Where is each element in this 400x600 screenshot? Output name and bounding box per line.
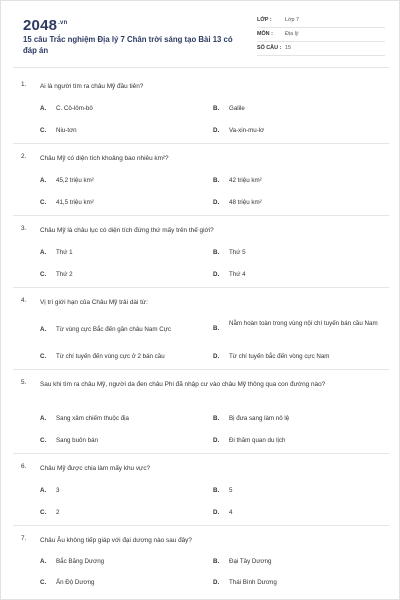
option-text: Thứ 5 (229, 249, 246, 256)
option-text: Thứ 4 (229, 271, 246, 278)
meta-count-label: SỐ CÂU : (257, 45, 282, 51)
option-text: Va-xin-mu-lơ (229, 127, 265, 134)
question-text: Ai là người tìm ra châu Mỹ đầu tiên? (40, 83, 144, 90)
question-number: 1. (21, 81, 27, 88)
question-text: Châu Mỹ được chia làm mấy khu vực? (40, 465, 151, 472)
question-text: Châu Âu không tiếp giáp với đại dương nào sau đây? (40, 537, 192, 544)
option-letter: A. (40, 326, 47, 333)
option-text: Nằm hoàn toàn trong vùng nội chí tuyến bán cầu Nam (229, 320, 378, 327)
option-text: Galile (229, 105, 245, 112)
question-divider (13, 287, 389, 288)
header-divider (13, 67, 389, 68)
option-letter: D. (213, 509, 220, 516)
option-text: 41,5 triệu km² (56, 199, 94, 206)
question-divider (13, 525, 389, 526)
option-text: 2 (56, 509, 60, 516)
option-text: 3 (56, 487, 60, 494)
option-letter: D. (213, 127, 220, 134)
option-text: Bắc Băng Dương (56, 558, 105, 565)
question-number: 3. (21, 225, 27, 232)
option-text: Ấn Độ Dương (56, 579, 95, 586)
option-letter: C. (40, 199, 47, 206)
option-letter: B. (213, 249, 220, 256)
question-number: 7. (21, 535, 27, 542)
option-text: Đại Tây Dương (229, 558, 272, 565)
page-title: 15 câu Trắc nghiệm Địa lý 7 Chân trời sáng tạo Bài 13 có đáp án (23, 35, 233, 55)
option-text: Thái Bình Dương (229, 579, 277, 586)
option-letter: C. (40, 127, 47, 134)
meta-count-value: 15 (285, 45, 291, 51)
option-text: Niu-tơn (56, 127, 77, 134)
option-text: Bị đưa sang làm nô lệ (229, 415, 290, 422)
option-letter: C. (40, 353, 47, 360)
option-text: Sang buôn bán (56, 437, 98, 444)
option-letter: A. (40, 105, 47, 112)
option-letter: B. (213, 105, 220, 112)
option-text: Thứ 2 (56, 271, 73, 278)
option-letter: A. (40, 558, 47, 565)
option-letter: A. (40, 177, 47, 184)
question-divider (13, 453, 389, 454)
option-text: Thứ 1 (56, 249, 73, 256)
option-letter: B. (213, 415, 220, 422)
option-letter: A. (40, 487, 47, 494)
question-divider (13, 143, 389, 144)
option-text: Đi thăm quan du lịch (229, 437, 286, 444)
question-text: Châu Mỹ là châu lục có diện tích đứng thứ mấy trên thế giới? (40, 227, 214, 234)
option-letter: D. (213, 353, 220, 360)
meta-count (257, 43, 385, 56)
page-header (1, 1, 400, 67)
option-letter: B. (213, 558, 220, 565)
option-letter: B. (213, 325, 220, 332)
option-text: Từ vùng cực Bắc đến gần châu Nam Cực (56, 326, 171, 333)
question-number: 6. (21, 463, 27, 470)
option-letter: A. (40, 249, 47, 256)
logo-main: 2048 (23, 17, 58, 34)
question-number: 2. (21, 153, 27, 160)
logo-sub: .vn (58, 20, 68, 26)
meta-subject (257, 29, 385, 42)
option-text: 42 triệu km² (229, 177, 262, 184)
option-text: 4 (229, 509, 233, 516)
question-text: Sau khi tìm ra châu Mỹ, người da đen châu Phi đã nhập cư vào châu Mỹ thông qua con đường nào? (40, 381, 326, 388)
question-divider (13, 215, 389, 216)
option-letter: D. (213, 437, 220, 444)
option-letter: C. (40, 509, 47, 516)
option-letter: D. (213, 271, 220, 278)
option-text: 5 (229, 487, 233, 494)
meta-subject-value: Địa lý (285, 31, 299, 37)
option-text: Từ chí tuyến đến vùng cực ở 2 bán cầu (56, 353, 165, 360)
question-number: 4. (21, 297, 27, 304)
option-letter: C. (40, 437, 47, 444)
meta-grade-label: LỚP : (257, 17, 272, 23)
option-text: Từ chí tuyến bắc đến vòng cực Nam (229, 353, 330, 360)
option-text: 48 triệu km² (229, 199, 262, 206)
question-divider (13, 369, 389, 370)
option-letter: D. (213, 199, 220, 206)
meta-subject-label: MÔN : (257, 31, 273, 37)
option-letter: B. (213, 487, 220, 494)
option-letter: B. (213, 177, 220, 184)
option-text: Sang xâm chiếm thuộc địa (56, 415, 129, 422)
meta-grade (257, 15, 385, 28)
option-text: 45,2 triệu km² (56, 177, 94, 184)
meta-grade-value: Lớp 7 (285, 17, 300, 23)
question-text: Vị trí giới hạn của Châu Mỹ trải dài từ: (40, 299, 148, 306)
question-number: 5. (21, 379, 27, 386)
question-text: Châu Mỹ có diện tích khoảng bao nhiêu km²? (40, 155, 169, 162)
option-letter: C. (40, 271, 47, 278)
option-text: C. Cô-lôm-bô (56, 105, 93, 112)
option-letter: A. (40, 415, 47, 422)
option-letter: D. (213, 579, 220, 586)
option-letter: C. (40, 579, 47, 586)
site-logo[interactable] (23, 17, 67, 34)
